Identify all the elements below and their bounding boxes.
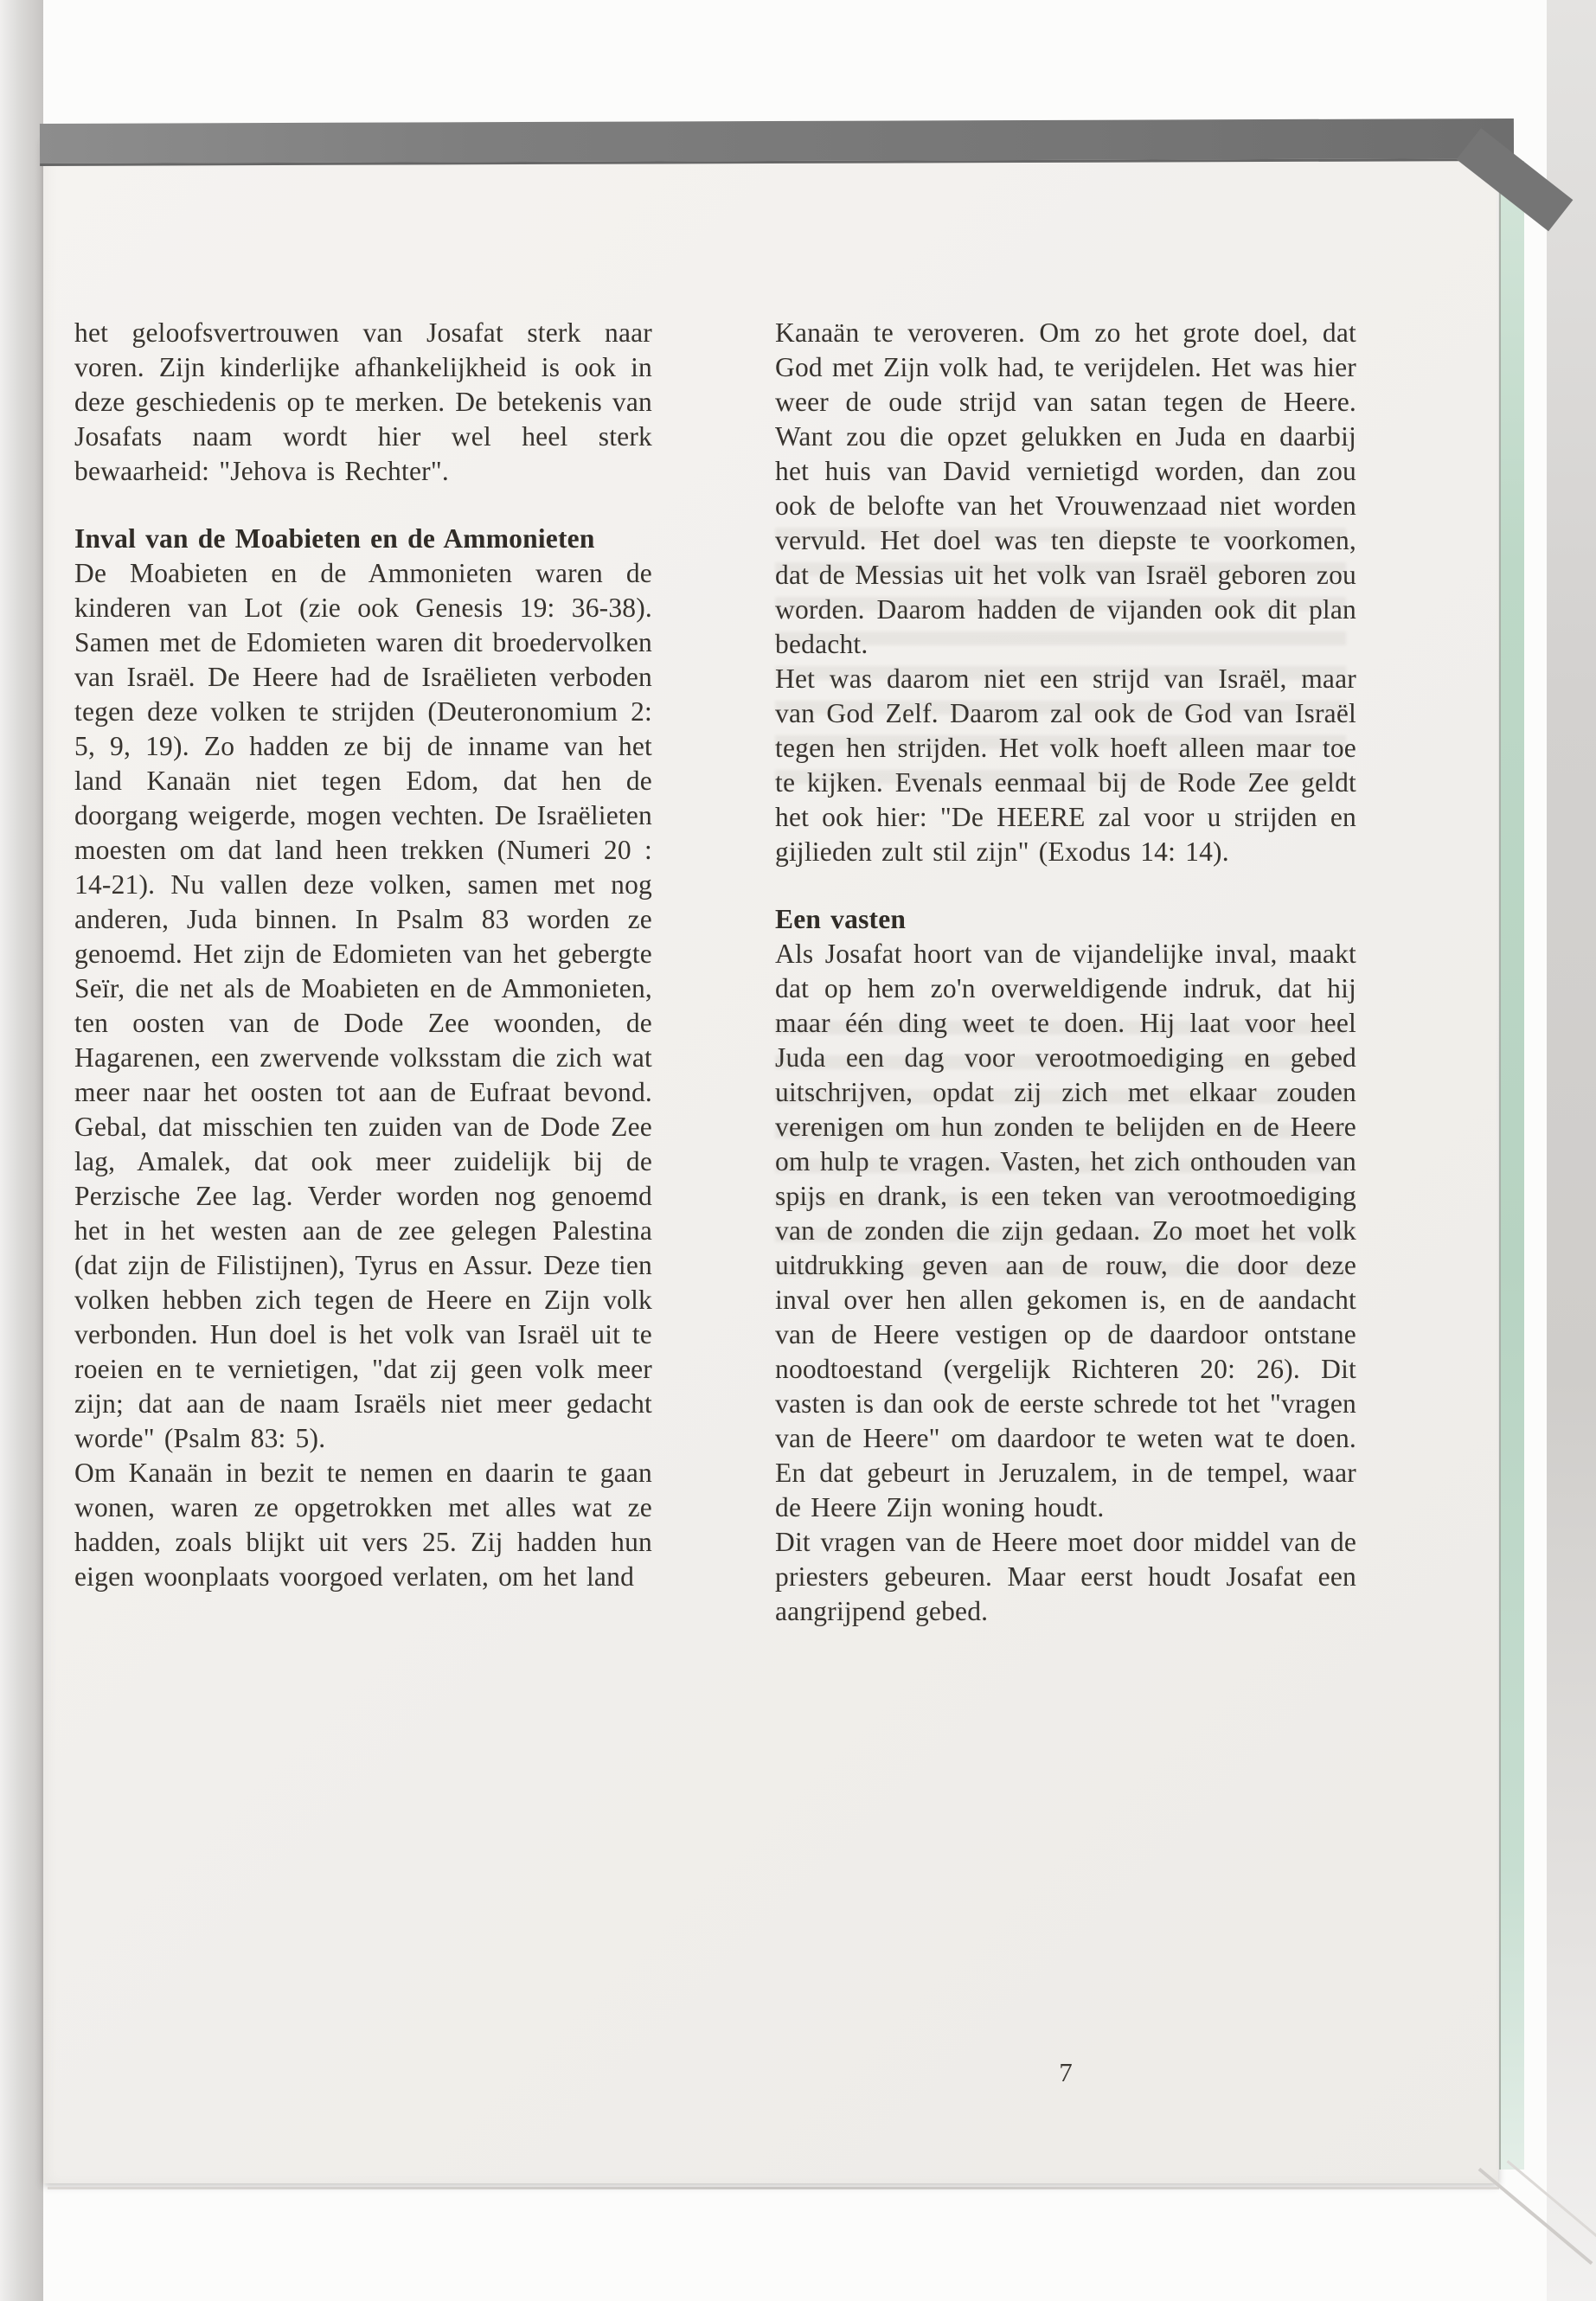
scan-top-edge	[40, 119, 1514, 166]
paragraph: Kanaän te veroveren. Om zo het grote doel, dat God met Zijn volk had, te verijdelen. Het was hier weer de oude strijd van satan tegen de Heere. Want zou die opzet gelukken en Juda en daarbij het huis van David vernietigd worden, dan zou ook de belofte van het Vrouwenzaad niet worden vervuld. Het doel was ten diepste te voorkomen, dat de Messias uit het volk van Israël geboren zou worden. Daarom hadden de vijanden ook dit plan bedacht.	[775, 317, 1356, 659]
book-inner-cover-edge	[1499, 161, 1524, 2170]
scan-edge-right	[1547, 0, 1596, 2301]
page-bottom-shadow	[48, 2187, 1499, 2189]
section-heading-vasten: Een vasten	[775, 904, 907, 934]
paragraph: De Moabieten en de Ammonieten waren de kinderen van Lot (zie ook Genesis 19: 36-38). Samen met de Edomieten waren dit broedervolken van Israël. De Heere had de Israëlieten verboden tegen deze volken te strijden (Deuteronomium 2: 5, 9, 19). Zo hadden ze bij de inname van het land Kanaän niet tegen Edom, dat hen de doorgang weigerde, mogen vechten. De Israëlieten moesten om dat land heen trekken (Numeri 20 : 14-21). Nu vallen deze volken, samen met nog anderen, Juda binnen. In Psalm 83 worden ze genoemd. Het zijn de Edomieten van het gebergte Seïr, die net als de Moabieten en de Ammonieten, ten oosten van de Dode Zee woonden, de Hagarenen, een zwervende volksstam die zich wat meer naar het oosten tot aan de Eufraat bevond. Gebal, dat misschien ten zuiden van de Dode Zee lag, Amalek, dat ook meer zuidelijk bij de Perzische Zee lag. Verder worden nog genoemd het in het westen aan de zee gelegen Palestina (dat zijn de Filistijnen), Tyrus en Assur. Deze tien volken hebben zich tegen de Heere en Zijn volk verbonden. Hun doel is het volk van Israël uit te roeien en te vernietigen, "dat zij geen volk meer zijn; dat aan de naam Israëls niet meer gedacht worde" (Psalm 83: 5).	[74, 558, 652, 1453]
text-column-right	[775, 316, 1356, 1629]
paragraph: Het was daarom niet een strijd van Israël, maar van God Zelf. Daarom zal ook de God van Israël tegen hen strijden. Het volk hoeft alleen maar toe te kijken. Evenals eenmaal bij de Rode Zee geldt het ook hier: "De HEERE zal voor u strijden en gijlieden zult stil zijn" (Exodus 14: 14).	[775, 663, 1356, 867]
paragraph: Als Josafat hoort van de vijandelijke inval, maakt dat op hem zo'n overweldigende indruk, dat hij maar één ding weet te doen. Hij laat voor heel Juda een dag voor verootmoediging en gebed uitschrijven, opdat zij zich met elkaar zouden verenigen om hun zonden te belijden en de Heere om hulp te vragen. Vasten, het zich onthouden van spijs en drank, is een teken van verootmoediging van de zonden die zijn gedaan. Zo moet het volk uitdrukking geven aan de rouw, die door deze inval over hen allen gekomen is, en de aandacht van de Heere vestigen op de daardoor ontstane noodtoestand (vergelijk Richteren 20: 26). Dit vasten is dan ook de eerste schrede tot het "vragen van de Heere" om daardoor te weten wat te doen. En dat gebeurt in Jeruzalem, in de tempel, waar de Heere Zijn woning houdt.	[775, 939, 1356, 1522]
book-page	[43, 138, 1498, 2183]
paragraph: Dit vragen van de Heere moet door middel van de priesters gebeuren. Maar eerst houdt Josafat een aangrijpend gebed.	[775, 1527, 1356, 1626]
paragraph-continuation: het geloofsvertrouwen van Josafat sterk naar voren. Zijn kinderlijke afhankelijkheid is ook in deze geschiedenis op te merken. De betekenis van Josafats naam wordt hier wel heel sterk bewaarheid: "Jehova is Rechter".	[74, 317, 652, 486]
section-heading-inval: Inval van de Moabieten en de Ammonieten	[74, 523, 595, 554]
text-column-left	[74, 316, 652, 1594]
scan-edge-left	[0, 0, 43, 2301]
paragraph: Om Kanaän in bezit te nemen en daarin te gaan wonen, waren ze opgetrokken met alles wat ze hadden, zoals blijkt uit vers 25. Zij hadden hun eigen woonplaats voorgoed verlaten, om het land	[74, 1458, 652, 1592]
page-number: 7	[1059, 2057, 1073, 2087]
